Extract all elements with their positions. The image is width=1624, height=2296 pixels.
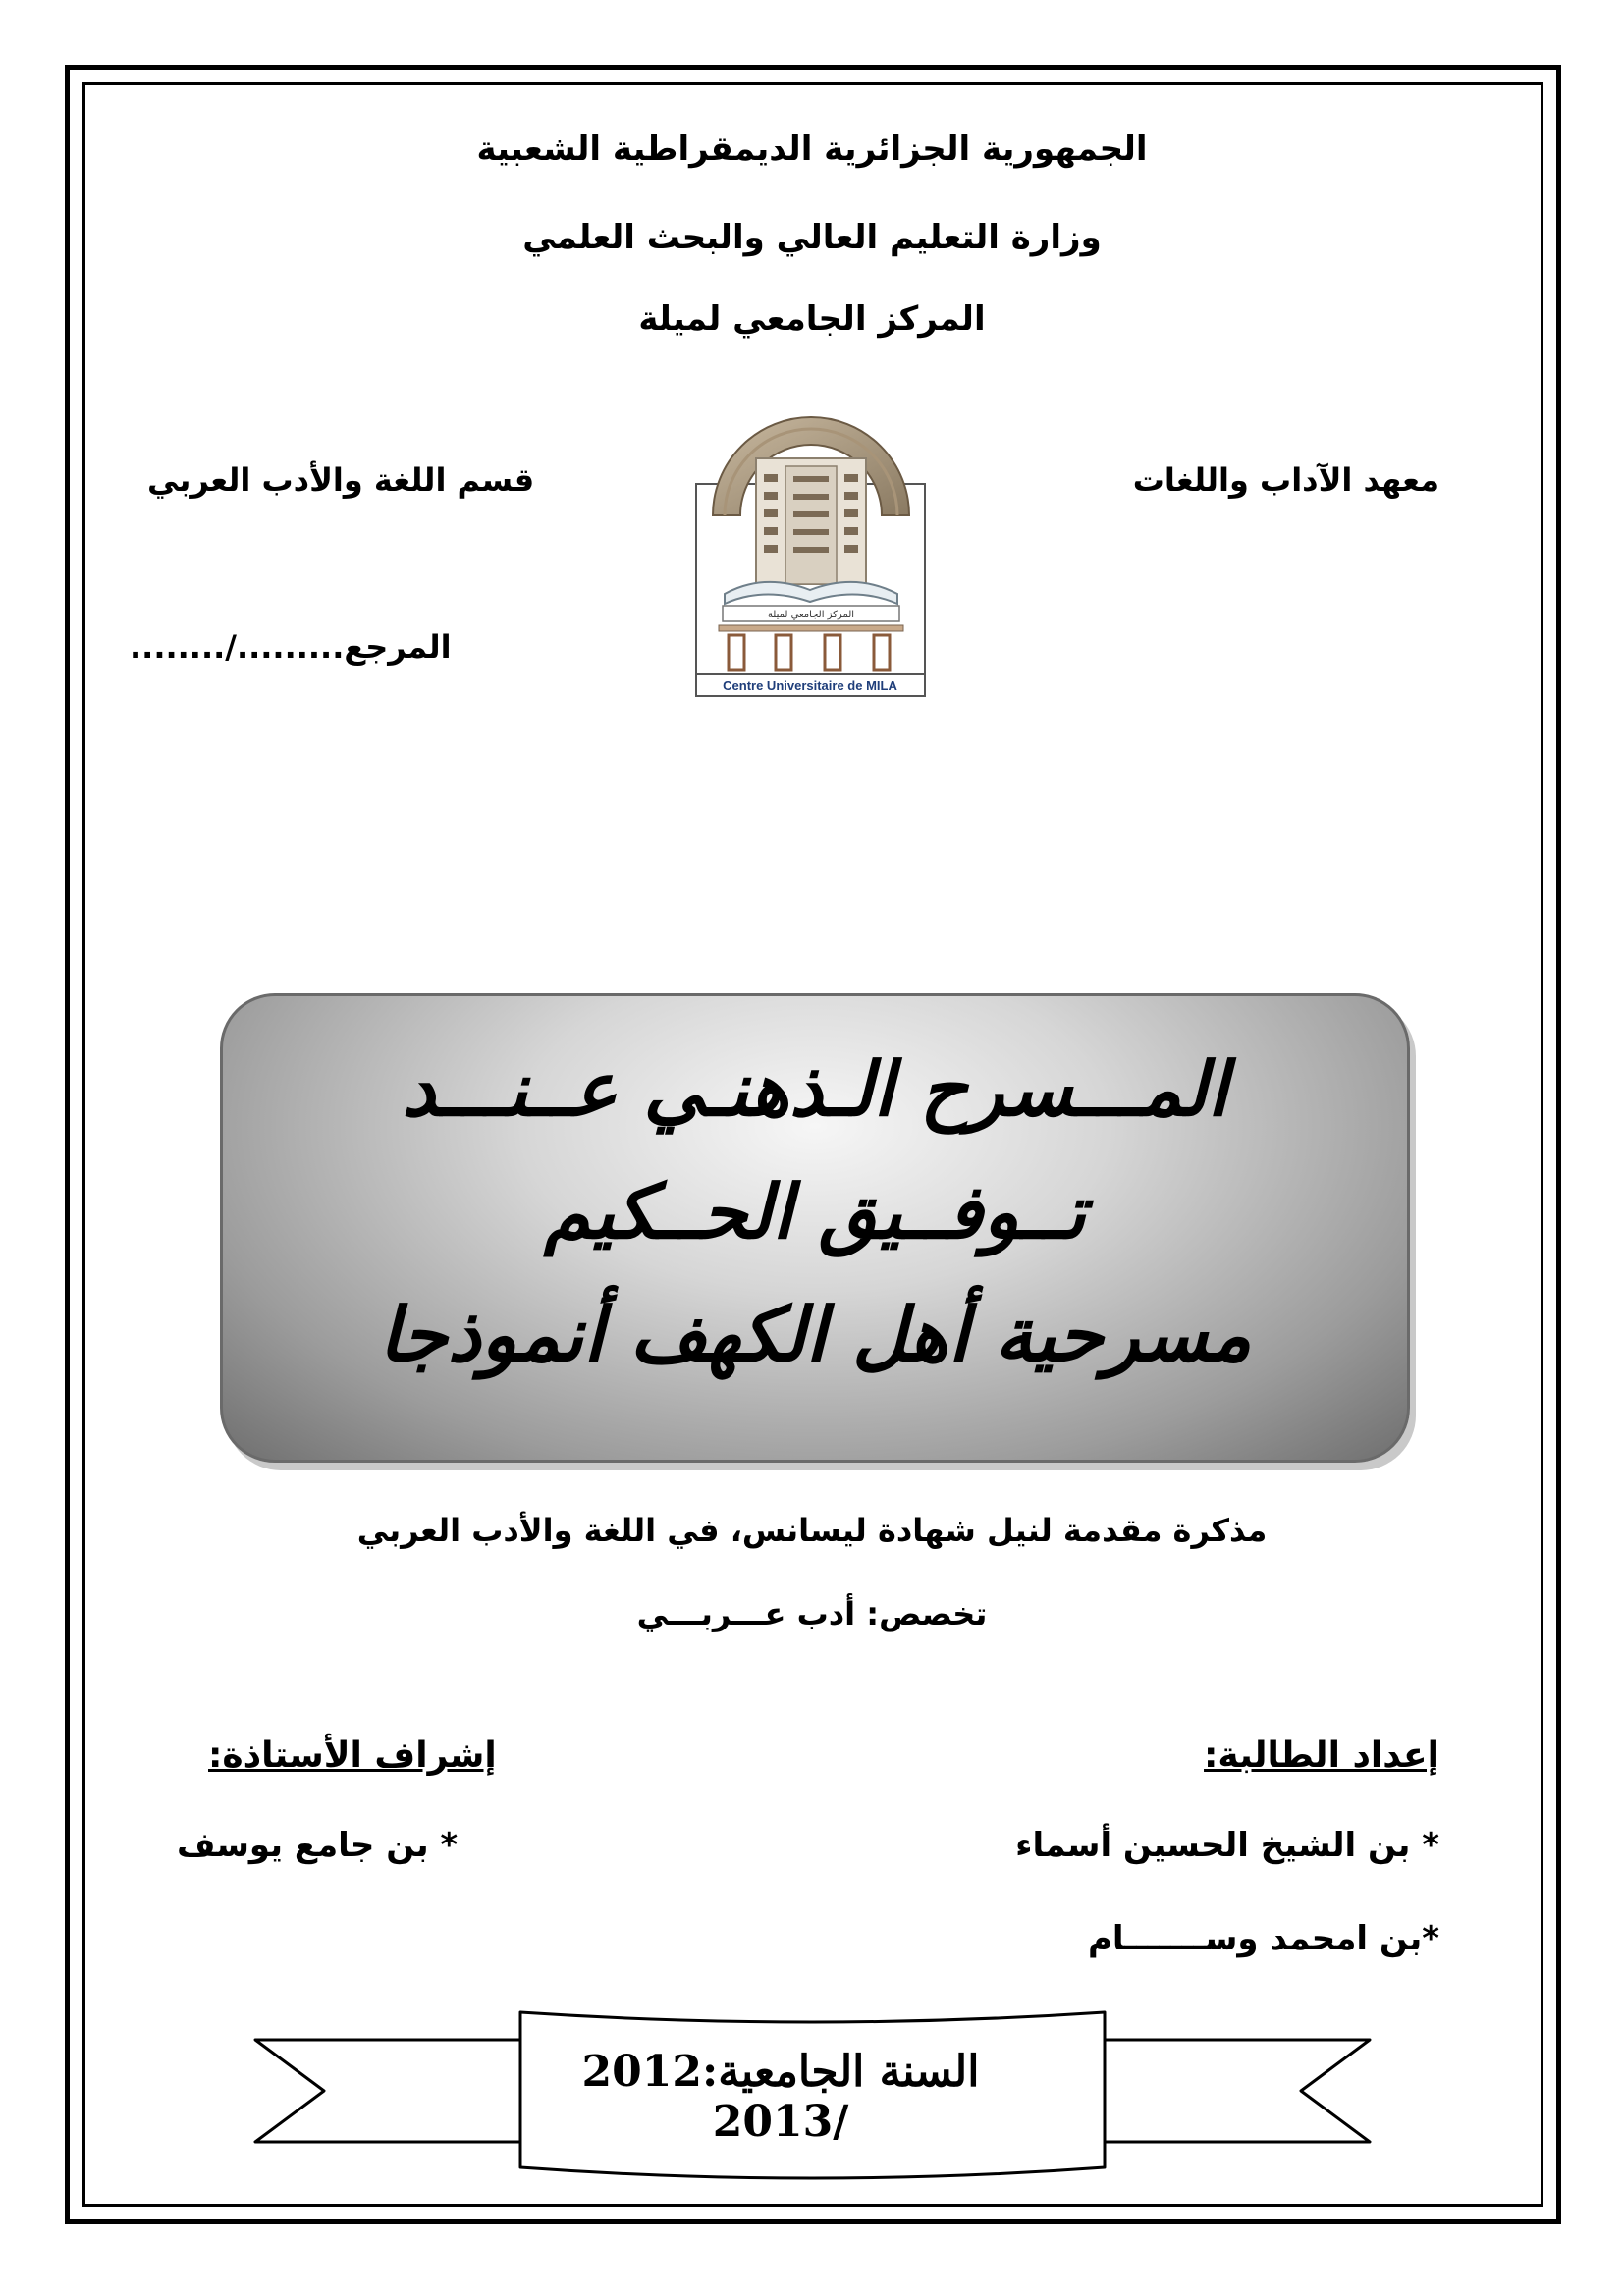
thesis-title-line-3: مسرحية أهل الكهف أنموذجا — [378, 1291, 1252, 1378]
university-center-name: المركز الجامعي لميلة — [638, 299, 986, 339]
memo-description: مذكرة مقدمة لنيل شهادة ليسانس، في اللغة والأدب العربي — [356, 1512, 1268, 1549]
thesis-title-box — [220, 993, 1410, 1463]
logo-caption: Centre Universitaire de MILA — [723, 678, 897, 693]
reference-field: المرجع........./........ — [130, 628, 452, 666]
republic-name: الجمهورية الجزائرية الديمقراطية الشعبية — [476, 130, 1148, 169]
academic-year: السنة الجامعية:2012 /2013 — [581, 2047, 980, 2147]
student-name-1: * بن الشيخ الحسين أسماء — [1015, 1826, 1439, 1865]
student-name-2: *بن امحمد وســـــــام — [1087, 1919, 1439, 1958]
logo-arabic-text: المركز الجامعي لميلة — [767, 610, 855, 620]
university-logo — [695, 398, 926, 697]
supervised-by-heading: إشراف الأستاذة: — [208, 1735, 497, 1776]
specialization: تخصص: أدب عـــربـــي — [636, 1595, 988, 1632]
supervisor-name: * بن جامع يوسف — [177, 1826, 459, 1865]
institute-name: معهد الآداب واللغات — [1132, 461, 1439, 499]
thesis-title-line-1: المـــسرح الـذهنـي عــنـــد — [402, 1045, 1228, 1133]
prepared-by-heading: إعداد الطالبة: — [1204, 1735, 1439, 1776]
ministry-name: وزارة التعليم العالي والبحث العلمي — [522, 218, 1102, 257]
thesis-title-line-2: تــوفــيق الحــكيم — [544, 1168, 1086, 1255]
department-name: قسم اللغة والأدب العربي — [147, 461, 535, 499]
